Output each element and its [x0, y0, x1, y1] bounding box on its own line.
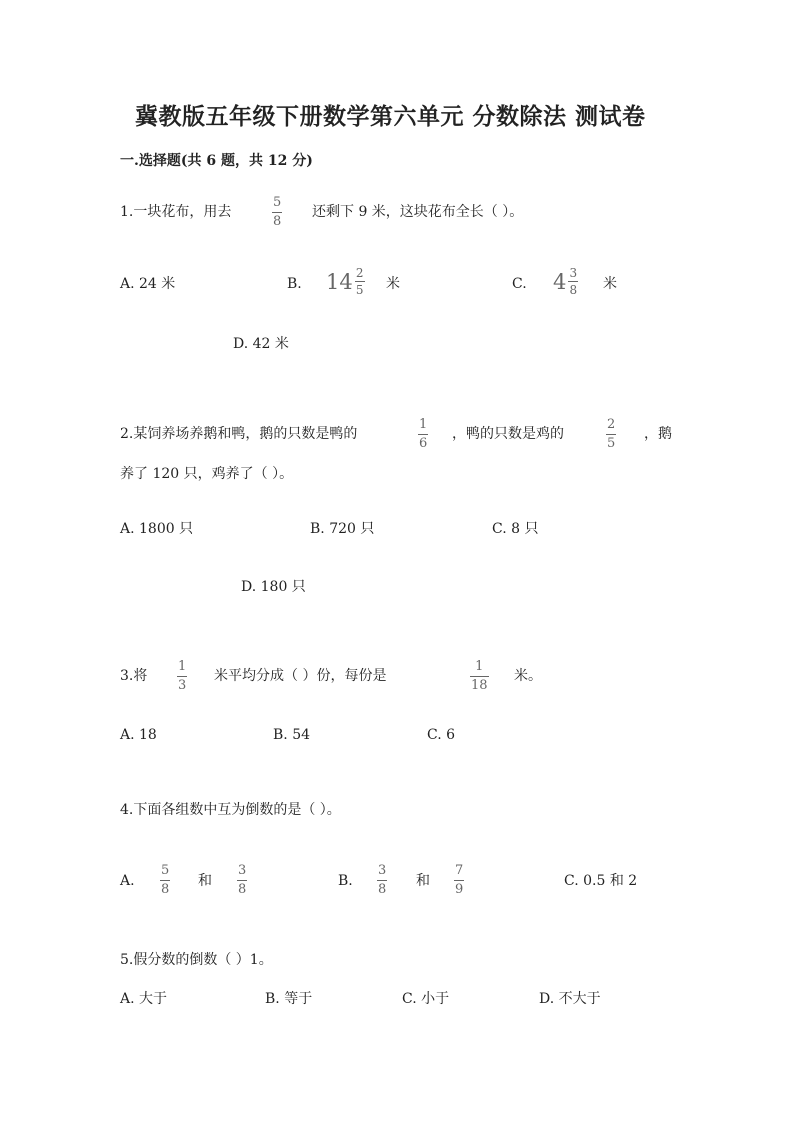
- page-title: 冀教版五年级下册数学第六单元 分数除法 测试卷: [135, 103, 646, 130]
- mixed-numerator: 3: [569, 266, 578, 280]
- q2-line-2: 养了 120 只，鸡养了（ ）。: [120, 466, 294, 482]
- numerator: 7: [455, 863, 464, 878]
- q3-frac1-numerator: 1: [178, 659, 187, 674]
- q3-middle: 米平均分成（ ）份，每份是: [214, 668, 387, 684]
- q3-option-a[interactable]: A. 18: [120, 727, 157, 743]
- q4-option-a-fraction-1: [160, 864, 170, 897]
- denominator: 8: [161, 882, 170, 897]
- q2-option-d[interactable]: D. 180 只: [241, 579, 306, 595]
- denominator: 8: [238, 882, 247, 897]
- mixed-numerator: 2: [355, 266, 364, 280]
- q5-option-c[interactable]: C. 小于: [402, 991, 450, 1007]
- q1-option-b-mixed-number: [326, 267, 365, 296]
- q3-prefix: 3.将: [120, 668, 148, 684]
- numerator: 3: [238, 863, 247, 878]
- q4-option-b-fraction-1: [377, 864, 387, 897]
- q1-frac-numerator: 5: [273, 195, 282, 210]
- q2-option-b[interactable]: B. 720 只: [310, 521, 375, 537]
- q5-option-a[interactable]: A. 大于: [120, 991, 168, 1007]
- q3-fraction-1: [177, 660, 187, 693]
- q4-option-a-label: A.: [120, 873, 135, 889]
- q2-frac2-denominator: 5: [607, 436, 616, 451]
- q1-option-b-label: B.: [287, 276, 302, 292]
- numerator: 3: [378, 863, 387, 878]
- q2-fraction-2: [606, 418, 616, 451]
- q2-middle: ，鸭的只数是鸡的: [452, 426, 564, 442]
- q2-frac2-numerator: 2: [607, 417, 616, 432]
- q2-prefix: 2.某饲养场养鹅和鸭，鹅的只数是鸭的: [120, 426, 358, 442]
- q2-frac1-numerator: 1: [419, 417, 428, 432]
- q4-option-b-and: 和: [416, 873, 430, 889]
- q3-fraction-2: [470, 660, 489, 693]
- q1-prefix: 1.一块花布，用去: [120, 204, 232, 220]
- q1-suffix: 还剩下 9 米，这块花布全长（ ）。: [312, 204, 524, 220]
- mixed-whole: 4: [553, 269, 567, 294]
- q3-option-b[interactable]: B. 54: [273, 727, 311, 743]
- q2-end: ，鹅: [644, 426, 672, 442]
- q4-option-b-label: B.: [338, 873, 353, 889]
- numerator: 5: [161, 863, 170, 878]
- q3-frac1-denominator: 3: [178, 678, 187, 693]
- q4-option-c[interactable]: C. 0.5 和 2: [564, 873, 638, 889]
- mixed-denominator: 5: [355, 283, 364, 297]
- mixed-denominator: 8: [569, 283, 578, 297]
- q1-option-c-mixed-number: [553, 267, 578, 296]
- q5-option-b[interactable]: B. 等于: [265, 991, 313, 1007]
- q1-option-a[interactable]: A. 24 米: [120, 276, 176, 292]
- q1-option-b-unit: 米: [386, 276, 400, 292]
- q4-option-a-and: 和: [198, 873, 212, 889]
- q4-option-b-fraction-2: [454, 864, 464, 897]
- q2-option-c[interactable]: C. 8 只: [492, 521, 539, 537]
- q1-option-c-label: C.: [512, 276, 527, 292]
- q4-text: 4.下面各组数中互为倒数的是（ ）。: [120, 802, 341, 818]
- q5-text: 5.假分数的倒数（ ）1。: [120, 952, 273, 968]
- q3-frac2-denominator: 18: [471, 678, 488, 693]
- section-heading: 一.选择题(共 6 题，共 12 分): [120, 153, 313, 169]
- denominator: 8: [378, 882, 387, 897]
- q1-option-c-unit: 米: [603, 276, 617, 292]
- q3-frac2-numerator: 1: [475, 659, 484, 674]
- q1-fraction: [272, 196, 282, 229]
- q2-frac1-denominator: 6: [419, 436, 428, 451]
- q2-fraction-1: [418, 418, 428, 451]
- mixed-whole: 14: [326, 269, 353, 294]
- q3-option-c[interactable]: C. 6: [427, 727, 456, 743]
- denominator: 9: [455, 882, 464, 897]
- q5-option-d[interactable]: D. 不大于: [539, 991, 601, 1007]
- q1-option-d[interactable]: D. 42 米: [233, 336, 289, 352]
- q3-end: 米。: [514, 668, 542, 684]
- q2-option-a[interactable]: A. 1800 只: [120, 521, 194, 537]
- q4-option-a-fraction-2: [237, 864, 247, 897]
- q1-frac-denominator: 8: [273, 214, 282, 229]
